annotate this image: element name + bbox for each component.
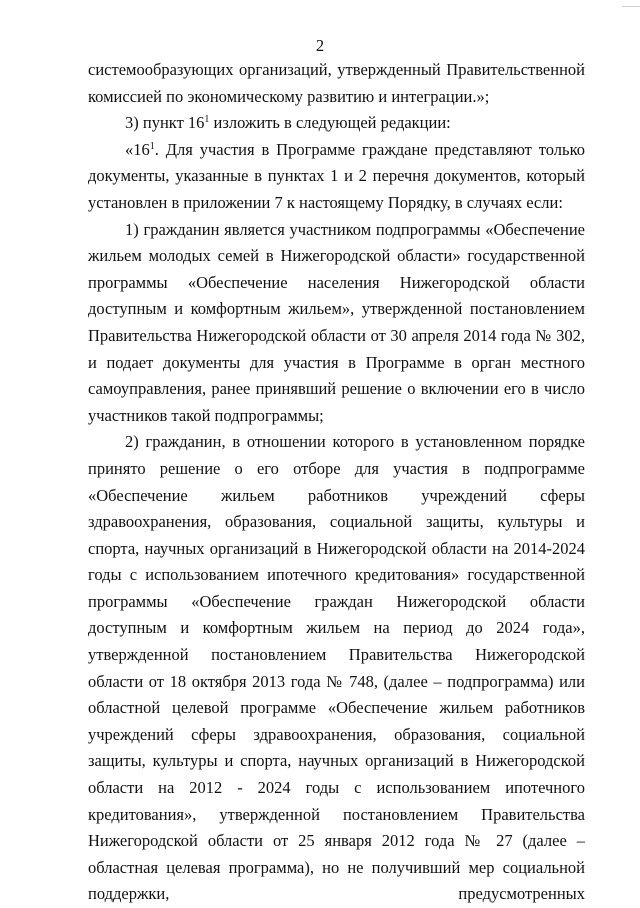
paragraph-subitem-1: [88, 217, 585, 430]
paragraph-continuation: [88, 57, 585, 110]
superscript: 1: [204, 114, 210, 126]
paragraph-text: . Для участия в Программе граждане представляют только документы, указанные в пунктах 1 и 2 перечня документов, который установлен в приложении 7 к настоящему Порядку, в случаях если:: [88, 139, 585, 212]
paragraph-prefix: «16: [125, 139, 150, 159]
superscript: 1: [149, 140, 155, 152]
paragraph-text: системообразующих организаций, утвержденный Правительственной комиссией по экономическому развитию и интеграции.»;: [88, 60, 585, 106]
document-body: [88, 57, 585, 908]
paragraph-point-16-1: [88, 137, 585, 217]
paragraph-text: 2) гражданин, в отношении которого в установленном порядке принято решение о его отборе для участия в подпрограмме «Обеспечение жильем работников учреждений сферы здравоохранения, образования, социальной защиты, культуры и спорта, научных организаций в Нижегородской области на 2014-2024 годы с использованием ипотечного кредитования» государственной программы «Обеспечение граждан Нижегородской области доступным и комфортным жильем на период до 2024 года», утвержденной постановлением Правительства Нижегородской области от 18 октября 2013 года № 748, (далее – подпрограмма) или областной целевой программе «Обеспечение жильем работников учреждений сферы здравоохранения, образования, социальной защиты, культуры и спорта, научных организаций в Нижегородской области на 2012 - 2024 годы с использованием ипотечного кредитования», утвержденной постановлением Правительства Нижегородской области от 25 января 2012 года № 27 (далее – областная целевая программа), но не получивший мер социальной поддержки, предусмотренных: [88, 432, 585, 904]
paragraph-text: изложить в следующей редакции:: [209, 113, 451, 133]
scan-artifact-line: [622, 6, 640, 7]
page-number: 2: [315, 36, 325, 55]
paragraph-subitem-2: [88, 429, 585, 908]
paragraph-item-3: [88, 110, 585, 137]
paragraph-text: 1) гражданин является участником подпрограммы «Обеспечение жильем молодых семей в Нижегородской области» государственной программы «Обеспечение населения Нижегородской области доступным и комфортным жильем», утвержденной постановлением Правительства Нижегородской области от 30 апреля 2014 года № 302, и подает документы для участия в Программе в орган местного самоуправления, ранее принявший решение о включении его в число участников такой подпрограммы;: [88, 219, 585, 425]
paragraph-prefix: 3) пункт 16: [125, 113, 205, 133]
